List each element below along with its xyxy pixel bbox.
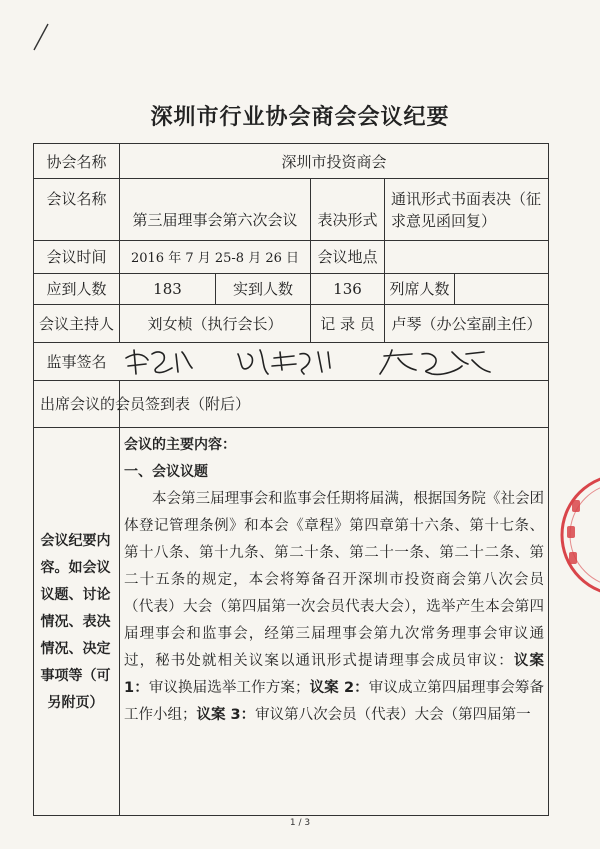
meeting-time-value: 2016 年 7 月 25-8 月 26 日 [130, 251, 300, 266]
recorder-label: 记 录 员 [320, 314, 375, 333]
minutes-content-instruction: 会议纪要内容。如会议议题、讨论情况、表决情况、决定事项等（可另附页） [40, 532, 111, 711]
meeting-place-label: 会议地点 [317, 248, 378, 266]
host-value: 刘女桢（执行会长） [147, 314, 283, 333]
minutes-form-table [33, 143, 549, 816]
voting-form-label: 表决形式 [317, 210, 378, 229]
main-paragraph: 本会第三届理事会和监事会任期将届满，根据国务院《社会团体登记管理条例》和本会《章程》第四章第十六条、第十七条、第十八条、第十九条、第二十条、第二十一条、第二十二条、第二十五条的规定，本会将筹备召开深圳市投资商会第八次会员（代表）大会（第四届第一次会员代表大会），选举产生本会第四届理事会和监事会，经第三届理事会第九次常务理事会审议通过，秘书处就相关议案以通讯形式提请理事会成员审议： [124, 491, 544, 669]
motion-3-label: 议案 3： [196, 707, 256, 723]
motion-1-text: 审议换届选举工作方案； [148, 680, 310, 696]
motion-2-text: 审议成立第四届理事会筹备工作小组； [124, 680, 545, 723]
red-seal-stamp [556, 470, 600, 600]
meeting-place-value [385, 240, 548, 273]
attendee-count-value [455, 273, 548, 304]
content-heading: 会议的主要内容： [124, 437, 236, 453]
motion-3-text: 审议第八次会员（代表）大会（第四届第一 [255, 707, 531, 723]
expected-count-value: 183 [153, 279, 182, 298]
motion-1-label: 议案 1： [124, 653, 545, 696]
actual-count-value: 136 [333, 279, 362, 298]
pen-stroke-mark [30, 22, 50, 52]
host-label: 会议主持人 [38, 314, 114, 333]
content-paragraph [124, 486, 544, 729]
supervisor-signatures [122, 344, 542, 378]
meeting-name-label: 会议名称 [46, 189, 107, 208]
association-value: 深圳市投资商会 [281, 152, 387, 171]
expected-count-label: 应到人数 [46, 280, 107, 298]
document-title: 深圳市行业协会商会会议纪要 [150, 105, 450, 130]
recorder-value: 卢琴（办公室副主任） [391, 314, 542, 333]
meeting-time-label: 会议时间 [46, 248, 107, 266]
attendee-count-label: 列席人数 [389, 280, 450, 298]
supervisor-sign-label: 监事签名 [46, 352, 107, 371]
meeting-content [120, 432, 548, 814]
actual-count-label: 实到人数 [232, 280, 293, 298]
voting-form-value: 通讯形式书面表决（征求意见函回复） [391, 190, 542, 230]
signin-sheet-note: 出席会议的会员签到表（附后） [40, 395, 251, 413]
association-label: 协会名称 [46, 152, 107, 171]
section-heading: 一、会议议题 [124, 464, 208, 480]
meeting-name-value: 第三届理事会第六次会议 [132, 210, 298, 229]
motion-2-label: 议案 2： [309, 680, 369, 696]
page-number: 1 / 3 [289, 818, 311, 828]
